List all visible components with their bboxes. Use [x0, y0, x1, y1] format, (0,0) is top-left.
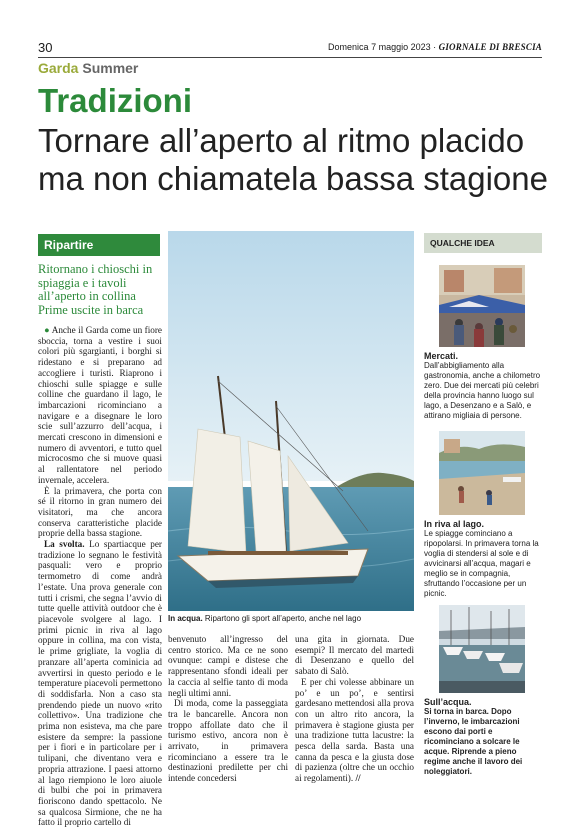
- header-rule: [38, 57, 542, 58]
- sidebar-item-title: Mercati.: [424, 351, 459, 361]
- page-header: [38, 40, 542, 56]
- sidebar-item-in-riva-al-lago: [424, 519, 542, 599]
- article-tag: Ripartire: [38, 234, 160, 256]
- caption-lead: In acqua.: [168, 614, 203, 623]
- sidebar-item-title: Sull’acqua.: [424, 697, 472, 707]
- end-mark: //: [355, 773, 361, 784]
- newspaper-name: GIORNALE DI BRESCIA: [438, 42, 542, 52]
- section-label: [38, 60, 138, 76]
- paragraph: [295, 677, 414, 784]
- market-photo: [439, 265, 525, 347]
- paragraph-text: Anche il Garda come un fiore sboccia, torna a vestire i suoi colori più sgargianti, i borghi si ridestano e si preparano ad accogliere i turisti. Riaprono i chioschi sulle spiagge e sulle colline che guardano il lago, le imbarcazioni ricominciano a navigare e a disegnare le loro scie sull’azzurro dell’acqua, i mercati crescono in dimensioni e numero di avventori, e tutto quel microcosmo che si muove quasi al rallentatore nel periodo invernale, accelera.: [38, 325, 162, 485]
- sidebar-item-text: Le spiagge cominciano a ripopolarsi. In primavera torna la voglia di stendersi al sole e di avvicinarsi all’acqua, magari e meglio se in compagnia, sfruttando l’occasione per un picnic.: [424, 529, 539, 598]
- sidebar-item-title: In riva al lago.: [424, 519, 485, 529]
- article-subhead: Ritornano i chioschi in spiaggia e i tavoli all’aperto in collina Prime uscite in barca: [38, 262, 153, 317]
- headline-line-2: ma non chiamatela bassa stagione: [38, 160, 548, 197]
- sidebar-item-text: Dall’abbigliamento alla gastronomia, anche a chilometro zero. Due dei mercati più celebri della provincia hanno luogo sul lago, a Desenzano e a Salò, e attirano migliaia di persone.: [424, 361, 541, 420]
- paragraph: [38, 539, 162, 828]
- article-headline: [38, 122, 548, 198]
- section-part-2: Summer: [82, 60, 139, 76]
- harbor-photo: [439, 605, 525, 693]
- paragraph-text: Lo spartiacque per tradizione lo segnano le festività pasquali: vero e proprio termometro di come andrà l’estate. Una prova generale con tutti i crismi, che segna l’avvio di tutte quelle attività outdoor che è piacevole svolgere al lago. I primi picnic in riva al lago oppure in collina, ma con vista, le prime grigliate, la voglia di pranzare all’aperta cominicia ad avvertirsi in questo periodo e le temperature piacevoli permettono di soddisfarla. Non a caso sta prendendo piede un nuovo «rito collettivo». Una tradizione che prima non esisteva, ma che pare esistere da sempre: la passione per i fiori e in particolare per i tulipani, che diventano vera e propria attrazione. I paesi attorno al lago riempiono le loro aiuole di bulbi che poi in primavera fioriscono dando spettacolo. Ne sa qualcosa Sirmione, che ne ha fatto il proprio cartello di: [38, 539, 162, 828]
- sidebar-item-text: Si torna in barca. Dopo l’inverno, le imbarcazioni escono dai porti e ricominciano a solcare le acque. Riprende a pieno regime anche il lavoro dei noleggiatori.: [424, 707, 523, 776]
- sidebar-header: QUALCHE IDEA: [424, 233, 542, 253]
- paragraph: È la primavera, che porta con sé il ritorno in gran numero dei visitatori, ma che ancora conserva caratteristiche placide proprie della bassa stagione.: [38, 485, 162, 539]
- paragraph: Di moda, come la passeggiata tra le bancarelle. Ancora non troppo affollate dato che il turismo estivo, ancora non è arrivato, in primavera ricominciano a essere tra le destinazioni predilette per chi intende concedersi: [168, 698, 288, 784]
- bullet-icon: ●: [44, 325, 50, 335]
- paragraph-lead: La svolta.: [44, 539, 85, 550]
- photo-caption: [168, 614, 414, 623]
- article-column-1: [38, 325, 162, 828]
- paragraph-text: E per chi volesse abbinare un po’ e un po’, e sentirsi gardesano mettendosi alla prova con un altro rito ancora, la primavera è stagione giusta per una tradizione tutta lacustre: la pesca della sarda. Basta una canna da pesca e la giusta dose di pazienza (oltre che un occhio ai regolamenti).: [295, 676, 414, 784]
- sidebar-qualche-idea: [424, 233, 542, 776]
- paragraph: [38, 325, 162, 486]
- dateline-separator: ·: [433, 42, 437, 52]
- article-kicker: Tradizioni: [38, 82, 193, 119]
- headline-line-1: Tornare all’aperto al ritmo placido: [38, 122, 525, 159]
- sailboat-photo: [168, 231, 414, 611]
- section-part-1: Garda: [38, 60, 79, 76]
- article-column-2: [168, 634, 288, 784]
- page-number: 30: [38, 40, 53, 55]
- sidebar-item-mercati: [424, 351, 542, 421]
- sidebar-item-sull-acqua: [424, 697, 542, 777]
- beach-photo: [439, 431, 525, 515]
- dateline: [328, 42, 542, 52]
- article-column-3: [295, 634, 414, 784]
- caption-text: Ripartono gli sport all’aperto, anche nel lago: [204, 614, 362, 623]
- issue-date: Domenica 7 maggio 2023: [328, 42, 431, 52]
- paragraph: benvenuto all’ingresso del centro storico. Ma ce ne sono ovunque: campi e distese che rappresentano sfondi ideali per la caccia al selfie tanto di moda negli ultimi anni.: [168, 634, 288, 698]
- paragraph: una gita in giornata. Due esempi? Il mercato del martedì di Desenzano e quello del sabato di Salò.: [295, 634, 414, 677]
